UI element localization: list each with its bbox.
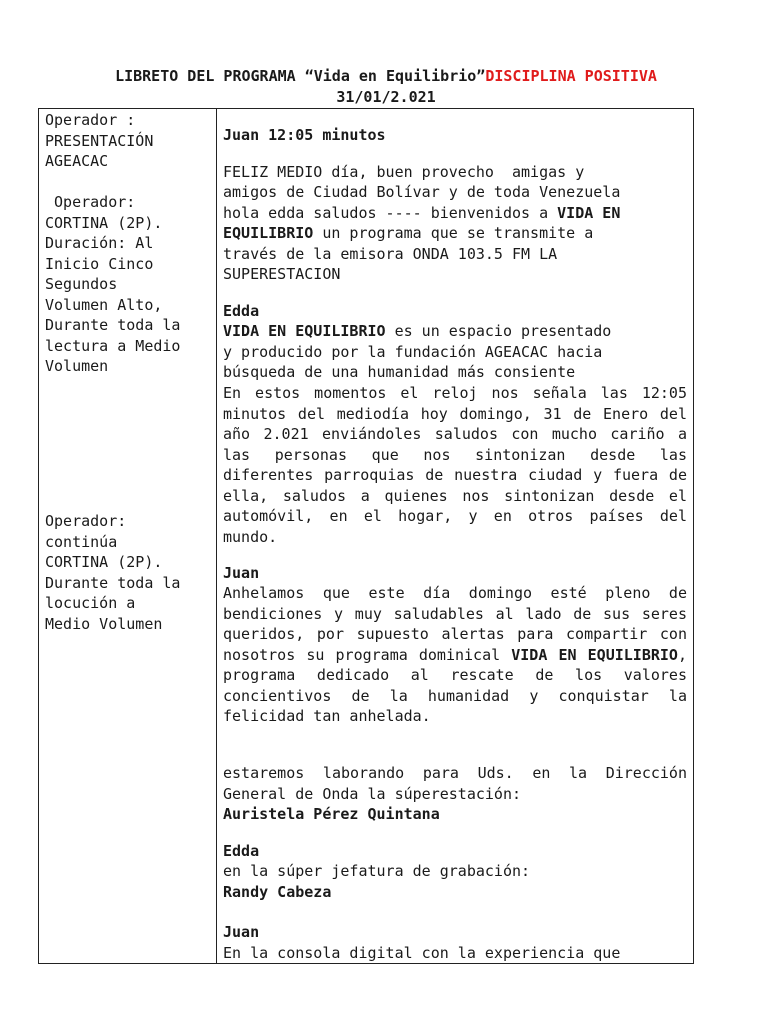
script-table bbox=[38, 108, 694, 964]
script-line: búsqueda de una humanidad más consiente bbox=[223, 363, 576, 381]
script-paragraph: Anhelamos que este día domingo esté pleno de bendiciones y muy saludables al lado de sus seres queridos, por supuesto alertas para compartir con nosotros su programa dominical VIDA EN EQUILIBRIO, programa dedicado al rescate de los valores concientivos de la humanidad y conquistar la felicidad tan anhelada. bbox=[223, 584, 687, 725]
script-line: través de la emisora ONDA 103.5 FM LA bbox=[223, 245, 558, 263]
title-highlight: DISCIPLINA POSITIVA bbox=[485, 67, 657, 85]
dialogue-column bbox=[217, 109, 693, 963]
script-line: FELIZ MEDIO día, buen provecho amigas y bbox=[223, 163, 585, 181]
speaker-juan-time: Juan 12:05 minutos bbox=[223, 126, 386, 144]
operator-note-continua: Operador: continúa CORTINA (2P). Durante toda la locución a Medio Volumen bbox=[45, 512, 181, 633]
operator-note-presentation: Operador : PRESENTACIÓN AGEACAC bbox=[45, 111, 154, 170]
speaker-edda: Edda bbox=[223, 842, 260, 860]
title-prefix: LIBRETO DEL PROGRAMA “Vida en Equilibrio” bbox=[115, 67, 486, 85]
operator-note-cortina: Operador: CORTINA (2P). Duración: Al Inicio Cinco Segundos Volumen Alto, Durante toda la lectura a Medio Volumen bbox=[45, 193, 181, 375]
script-line: en la súper jefatura de grabación: bbox=[223, 862, 531, 880]
speaker-edda: Edda bbox=[223, 302, 260, 320]
speaker-juan: Juan bbox=[223, 564, 260, 582]
script-line: SUPERESTACION bbox=[223, 265, 341, 283]
script-line: y producido por la fundación AGEACAC hacia bbox=[223, 343, 603, 361]
script-line: hola edda saludos ---- bienvenidos a VIDA EN bbox=[223, 204, 621, 222]
script-line: amigos de Ciudad Bolívar y de toda Venezuela bbox=[223, 183, 621, 201]
operator-column bbox=[39, 109, 217, 963]
document-title bbox=[38, 66, 734, 87]
script-line: VIDA EN EQUILIBRIO es un espacio presentado bbox=[223, 322, 612, 340]
document-header bbox=[38, 66, 734, 108]
script-line: En la consola digital con la experiencia que bbox=[223, 944, 621, 962]
document-date: 31/01/2.021 bbox=[336, 88, 436, 106]
credit-name: Randy Cabeza bbox=[223, 883, 332, 901]
script-line: EQUILIBRIO un programa que se transmite a bbox=[223, 224, 594, 242]
speaker-juan: Juan bbox=[223, 923, 260, 941]
script-paragraph: En estos momentos el reloj nos señala las 12:05 minutos del mediodía hoy domingo, 31 de Enero del año 2.021 enviándoles saludos con mucho cariño a las personas que nos sintonizan desde las diferentes parroquias de nuestra ciudad y fuera de ella, saludos a quienes nos sintonizan desde el automóvil, en el hogar, y en otros países del mundo. bbox=[223, 384, 687, 546]
credit-name: Auristela Pérez Quintana bbox=[223, 805, 440, 823]
script-paragraph: estaremos laborando para Uds. en la Dirección General de Onda la súperestación: bbox=[223, 764, 687, 803]
